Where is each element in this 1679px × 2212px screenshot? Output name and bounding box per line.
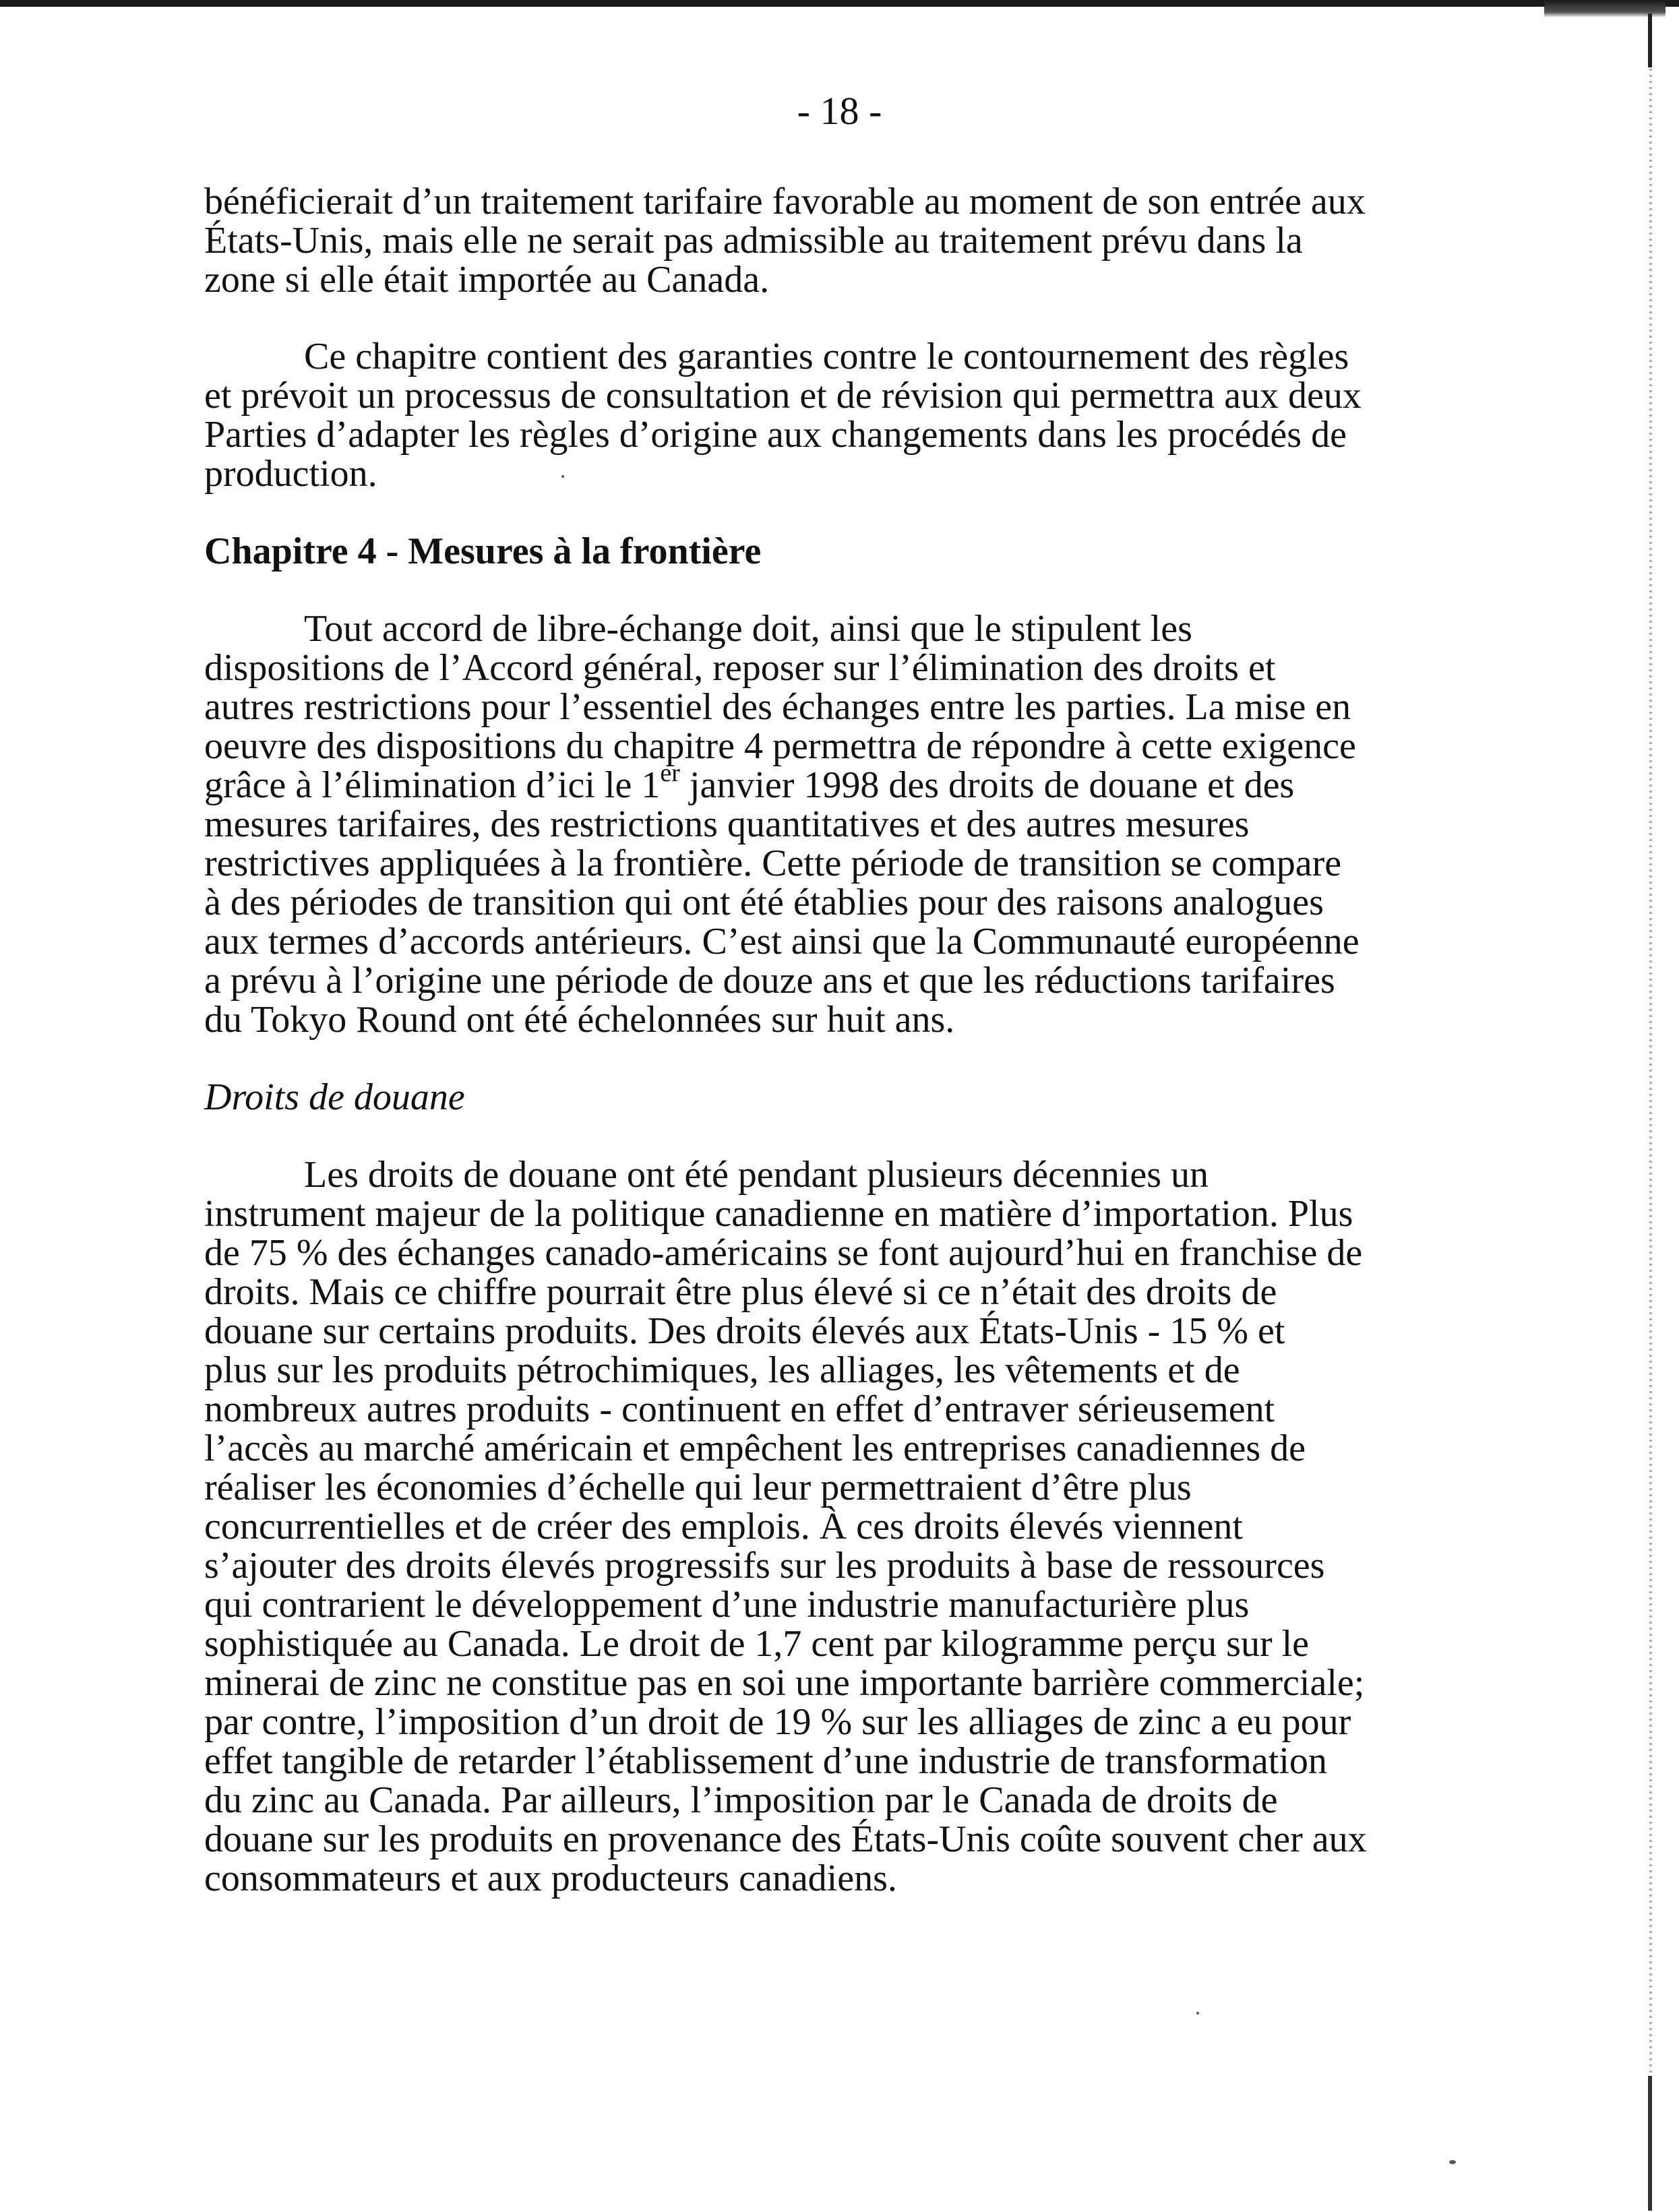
subsection-heading: Droits de douane: [204, 1076, 465, 1118]
text-line: droits. Mais ce chiffre pourrait être plus élevé si ce n’était des droits de: [204, 1271, 1277, 1313]
text-line: concurrentielles et de créer des emplois. À ces droits élevés viennent: [204, 1506, 1243, 1547]
text-line: douane sur les produits en provenance des États-Unis coûte souvent cher aux: [204, 1818, 1367, 1860]
text-line: du zinc au Canada. Par ailleurs, l’imposition par le Canada de droits de: [204, 1779, 1278, 1821]
text-line: [204, 759, 1438, 806]
text-line: et prévoit un processus de consultation et de révision qui permettra aux deux: [204, 375, 1362, 417]
text-line: dispositions de l’Accord général, reposer sur l’élimination des droits et: [204, 647, 1276, 689]
text-line: l’accès au marché américain et empêchent les entreprises canadiennes de: [204, 1427, 1306, 1469]
scan-border-top-corner: [1544, 0, 1666, 18]
text-line: États-Unis, mais elle ne serait pas admissible au traitement prévu dans la: [204, 220, 1303, 262]
text-line: autres restrictions pour l’essentiel des échanges entre les parties. La mise en: [204, 686, 1351, 728]
text-line: nombreux autres produits - continuent en effet d’entraver sérieusement: [204, 1388, 1275, 1430]
text-line: Tout accord de libre-échange doit, ainsi que le stipulent les: [304, 608, 1192, 650]
document-body: [204, 182, 1438, 1898]
scan-border-top: [0, 0, 1679, 7]
text-line: plus sur les produits pétrochimiques, les alliages, les vêtements et de: [204, 1349, 1240, 1391]
scan-border-right-top: [1648, 13, 1652, 67]
text-segment: janvier 1998 des droits de douane et des: [679, 764, 1295, 806]
paragraph-customs-duties: [204, 1155, 1438, 1898]
text-line: par contre, l’imposition d’un droit de 19 % sur les alliages de zinc a eu pour: [204, 1701, 1351, 1743]
text-line: bénéficierait d’un traitement tarifaire favorable au moment de son entrée aux: [204, 181, 1366, 222]
text-line: aux termes d’accords antérieurs. C’est ainsi que la Communauté européenne: [204, 921, 1360, 962]
text-line: zone si elle était importée au Canada.: [204, 259, 770, 301]
text-line: sophistiquée au Canada. Le droit de 1,7 cent par kilogramme perçu sur le: [204, 1623, 1310, 1665]
text-line: restrictives appliquées à la frontière. Cette période de transition se compare: [204, 842, 1342, 884]
scan-speck: [1449, 2160, 1456, 2164]
text-line: du Tokyo Round ont été échelonnées sur huit ans.: [204, 999, 955, 1041]
text-line: minerai de zinc ne constitue pas en soi une importante barrière commerciale;: [204, 1662, 1365, 1704]
text-line: réaliser les économies d’échelle qui leur permettraient d’être plus: [204, 1467, 1192, 1508]
text-line: oeuvre des dispositions du chapitre 4 permettra de répondre à cette exigence: [204, 725, 1356, 767]
text-line: à des périodes de transition qui ont été établies pour des raisons analogues: [204, 882, 1324, 923]
paragraph-continuation: [204, 182, 1438, 299]
scan-speck: [1196, 2012, 1199, 2015]
text-line: production.: [204, 453, 377, 495]
text-line: qui contrarient le développement d’une industrie manufacturière plus: [204, 1584, 1250, 1626]
text-line: Les droits de douane ont été pendant plusieurs décennies un: [304, 1154, 1209, 1196]
section-heading: Chapitre 4 - Mesures à la frontière: [204, 530, 762, 572]
text-line: s’ajouter des droits élevés progressifs sur les produits à base de ressources: [204, 1545, 1325, 1587]
text-line: consommateurs et aux producteurs canadiens.: [204, 1857, 897, 1899]
text-line: de 75 % des échanges canado-américains se font aujourd’hui en franchise de: [204, 1232, 1363, 1274]
text-line: instrument majeur de la politique canadienne en matière d’importation. Plus: [204, 1193, 1353, 1235]
paragraph-safeguards: [204, 337, 1438, 493]
page-number: - 18 -: [797, 89, 882, 133]
text-line: a prévu à l’origine une période de douze ans et que les réductions tarifaires: [204, 960, 1335, 1002]
text-segment: grâce à l’élimination d’ici le 1: [204, 764, 661, 806]
text-line: Ce chapitre contient des garanties contre le contournement des règles: [304, 336, 1349, 377]
text-line: mesures tarifaires, des restrictions quantitatives et des autres mesures: [204, 803, 1250, 845]
text-line: douane sur certains produits. Des droits élevés aux États-Unis - 15 % et: [204, 1310, 1285, 1352]
text-line: Parties d’adapter les règles d’origine aux changements dans les procédés de: [204, 414, 1347, 456]
text-line: effet tangible de retarder l’établissement d’une industrie de transformation: [204, 1740, 1327, 1782]
scan-border-right: [1649, 20, 1652, 2197]
paragraph-free-trade: [204, 609, 1438, 1039]
scan-border-right-bottom: [1648, 2076, 1652, 2211]
superscript: er: [660, 759, 680, 788]
